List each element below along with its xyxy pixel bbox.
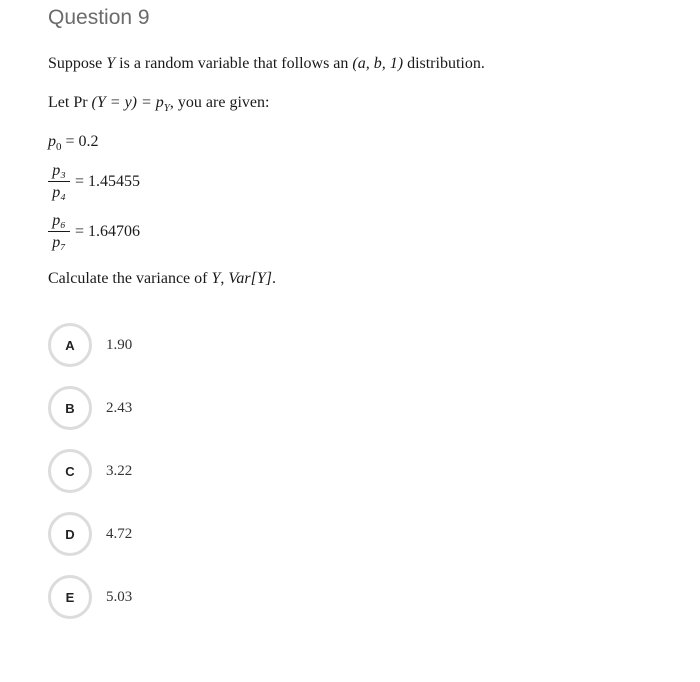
question-title: Question 9	[48, 6, 150, 29]
probability-subscript: Y	[163, 102, 170, 115]
given-text-start: Let Pr	[48, 94, 92, 111]
ratio1-fraction-bar	[48, 181, 70, 182]
variance-expression: Var[Y]	[228, 270, 272, 287]
option-letter-badge-d[interactable]: D	[48, 512, 92, 556]
option-letter-badge-e[interactable]: E	[48, 575, 92, 619]
option-text-b: 2.43	[106, 399, 133, 416]
ratio1-value: = 1.45455	[75, 173, 141, 190]
given-text-end: , you are given:	[169, 94, 270, 111]
probability-expression: (Y = y) = p	[91, 94, 164, 111]
ratio1-numerator: p₃	[52, 162, 66, 179]
option-text-e: 5.03	[106, 588, 133, 605]
intro-text-start: Suppose	[48, 55, 107, 72]
ratio2-fraction	[48, 213, 70, 251]
random-variable: Y	[106, 55, 116, 72]
distribution-class: (a, b, 1)	[352, 55, 404, 72]
option-text-d: 4.72	[106, 525, 133, 542]
ratio2-fraction-bar	[48, 231, 70, 232]
answer-option-e[interactable]	[48, 575, 132, 619]
task-text-end: .	[271, 270, 276, 287]
option-letter-badge-c[interactable]: C	[48, 449, 92, 493]
option-letter-badge-a[interactable]: A	[48, 323, 92, 367]
ratio1-denominator: p₄	[52, 184, 66, 201]
option-text-a: 1.90	[106, 336, 133, 353]
answer-option-c[interactable]	[48, 449, 132, 493]
ratio2-denominator: p₇	[52, 234, 66, 251]
ratio1-fraction	[48, 163, 70, 201]
task-statement	[48, 270, 276, 288]
answer-option-a[interactable]	[48, 323, 132, 367]
ratio2-value: = 1.64706	[75, 223, 141, 240]
option-letter-badge-b[interactable]: B	[48, 386, 92, 430]
task-variable: Y	[211, 270, 221, 287]
task-separator: ,	[220, 270, 229, 287]
p0-equation	[48, 133, 99, 153]
answer-option-b[interactable]	[48, 386, 132, 430]
answer-option-d[interactable]	[48, 512, 132, 556]
ratio2-numerator: p₆	[52, 212, 66, 229]
intro-text-middle: is a random variable that follows an	[115, 55, 353, 72]
p0-subscript: 0	[56, 141, 62, 154]
intro-text-end: distribution.	[403, 55, 485, 72]
task-text-start: Calculate the variance of	[48, 270, 212, 287]
p0-symbol: p	[48, 133, 56, 150]
option-text-c: 3.22	[106, 462, 133, 479]
question-intro	[48, 55, 485, 73]
p0-value: = 0.2	[61, 133, 99, 150]
given-statement	[48, 94, 269, 114]
